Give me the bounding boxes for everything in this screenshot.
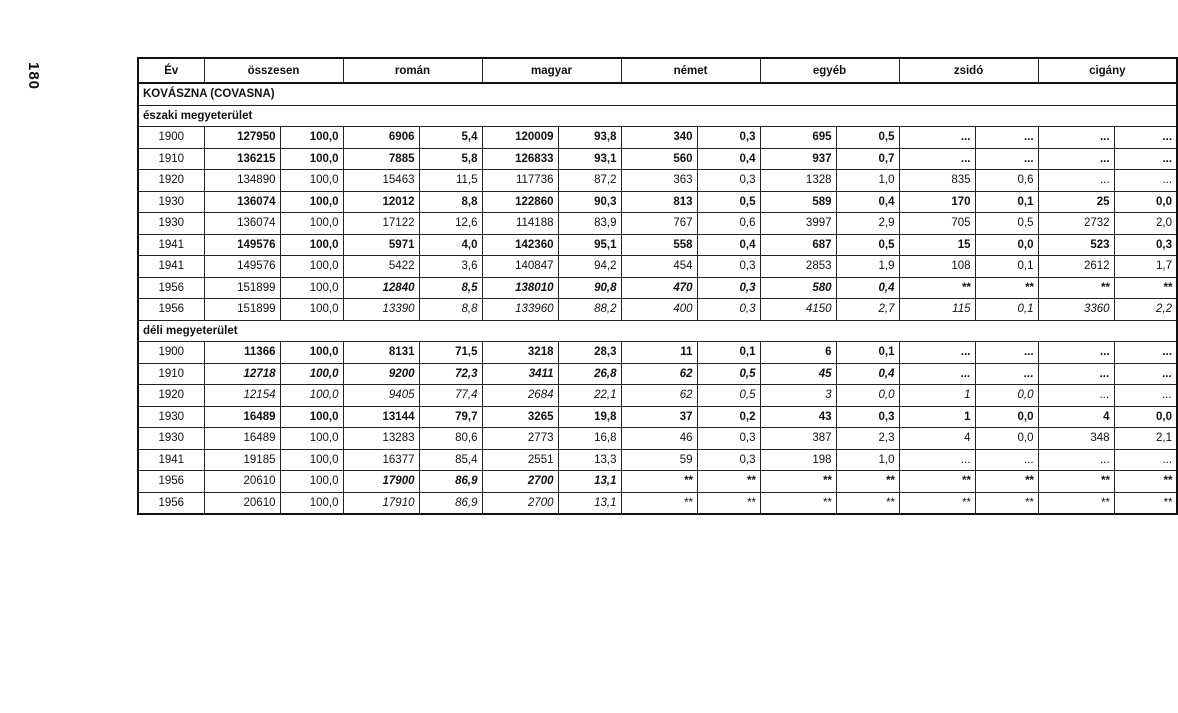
- count-cell: 4150: [760, 299, 836, 321]
- table-row: [138, 449, 1177, 471]
- year-cell: 1930: [138, 406, 204, 428]
- county-title: KOVÁSZNA (COVASNA): [138, 83, 1177, 105]
- count-cell: 580: [760, 277, 836, 299]
- count-cell: **: [1038, 492, 1114, 514]
- count-cell: 151899: [204, 277, 280, 299]
- percent-cell: 0,5: [836, 127, 899, 149]
- count-cell: 15: [899, 234, 975, 256]
- percent-cell: 16,8: [558, 428, 621, 450]
- count-cell: 2700: [482, 492, 558, 514]
- count-cell: 9200: [343, 363, 419, 385]
- count-cell: 142360: [482, 234, 558, 256]
- table-row: [138, 471, 1177, 493]
- count-cell: 2684: [482, 385, 558, 407]
- count-cell: 813: [621, 191, 697, 213]
- count-cell: ...: [1038, 449, 1114, 471]
- percent-cell: 2,3: [836, 428, 899, 450]
- count-cell: 122860: [482, 191, 558, 213]
- count-cell: 25: [1038, 191, 1114, 213]
- count-cell: 19185: [204, 449, 280, 471]
- table-row: [138, 234, 1177, 256]
- table-row: [138, 342, 1177, 364]
- count-cell: 1: [899, 385, 975, 407]
- count-cell: 12718: [204, 363, 280, 385]
- count-cell: 138010: [482, 277, 558, 299]
- percent-cell: 93,1: [558, 148, 621, 170]
- count-cell: 2853: [760, 256, 836, 278]
- percent-cell: 0,6: [697, 213, 760, 235]
- count-cell: ...: [899, 363, 975, 385]
- percent-cell: **: [697, 492, 760, 514]
- percent-cell: 71,5: [419, 342, 482, 364]
- count-cell: 133960: [482, 299, 558, 321]
- percent-cell: 26,8: [558, 363, 621, 385]
- percent-cell: **: [1114, 492, 1177, 514]
- table-row: [138, 256, 1177, 278]
- table-row: [138, 299, 1177, 321]
- percent-cell: 77,4: [419, 385, 482, 407]
- percent-cell: 0,3: [697, 256, 760, 278]
- header-total: összesen: [204, 58, 343, 83]
- count-cell: 12154: [204, 385, 280, 407]
- percent-cell: 86,9: [419, 471, 482, 493]
- percent-cell: 12,6: [419, 213, 482, 235]
- page-number: 180: [25, 62, 42, 91]
- count-cell: 136074: [204, 191, 280, 213]
- percent-cell: 0,1: [975, 191, 1038, 213]
- count-cell: 136074: [204, 213, 280, 235]
- percent-cell: 1,0: [836, 449, 899, 471]
- percent-cell: 87,2: [558, 170, 621, 192]
- percent-cell: 2,1: [1114, 428, 1177, 450]
- table-row: [138, 170, 1177, 192]
- percent-cell: 13,3: [558, 449, 621, 471]
- count-cell: 43: [760, 406, 836, 428]
- percent-cell: 1,9: [836, 256, 899, 278]
- percent-cell: 0,4: [836, 191, 899, 213]
- count-cell: 767: [621, 213, 697, 235]
- count-cell: ...: [899, 449, 975, 471]
- count-cell: 140847: [482, 256, 558, 278]
- count-cell: 126833: [482, 148, 558, 170]
- count-cell: 115: [899, 299, 975, 321]
- count-cell: 687: [760, 234, 836, 256]
- percent-cell: 0,1: [836, 342, 899, 364]
- header-roma: cigány: [1038, 58, 1177, 83]
- percent-cell: ...: [1114, 342, 1177, 364]
- count-cell: ...: [1038, 170, 1114, 192]
- table-row: [138, 363, 1177, 385]
- percent-cell: **: [975, 277, 1038, 299]
- percent-cell: 0,7: [836, 148, 899, 170]
- percent-cell: 100,0: [280, 170, 343, 192]
- percent-cell: 100,0: [280, 256, 343, 278]
- count-cell: 37: [621, 406, 697, 428]
- percent-cell: 8,8: [419, 299, 482, 321]
- year-cell: 1956: [138, 492, 204, 514]
- count-cell: **: [621, 492, 697, 514]
- count-cell: 8131: [343, 342, 419, 364]
- count-cell: ...: [1038, 385, 1114, 407]
- percent-cell: ...: [975, 127, 1038, 149]
- table-row: [138, 127, 1177, 149]
- count-cell: 2612: [1038, 256, 1114, 278]
- percent-cell: 1,0: [836, 170, 899, 192]
- count-cell: 2773: [482, 428, 558, 450]
- count-cell: 9405: [343, 385, 419, 407]
- count-cell: 2700: [482, 471, 558, 493]
- percent-cell: 8,8: [419, 191, 482, 213]
- count-cell: 937: [760, 148, 836, 170]
- percent-cell: **: [836, 471, 899, 493]
- count-cell: 5422: [343, 256, 419, 278]
- count-cell: 6: [760, 342, 836, 364]
- count-cell: 3997: [760, 213, 836, 235]
- table-row: [138, 213, 1177, 235]
- count-cell: 1: [899, 406, 975, 428]
- count-cell: 149576: [204, 256, 280, 278]
- count-cell: 2551: [482, 449, 558, 471]
- count-cell: 17910: [343, 492, 419, 514]
- count-cell: 117736: [482, 170, 558, 192]
- percent-cell: 90,3: [558, 191, 621, 213]
- percent-cell: 0,3: [697, 277, 760, 299]
- percent-cell: 0,3: [697, 449, 760, 471]
- count-cell: 108: [899, 256, 975, 278]
- count-cell: 523: [1038, 234, 1114, 256]
- percent-cell: 83,9: [558, 213, 621, 235]
- table-body: [138, 83, 1177, 514]
- count-cell: 12840: [343, 277, 419, 299]
- percent-cell: 100,0: [280, 234, 343, 256]
- table-row: [138, 385, 1177, 407]
- percent-cell: 13,1: [558, 471, 621, 493]
- percent-cell: 8,5: [419, 277, 482, 299]
- percent-cell: 94,2: [558, 256, 621, 278]
- percent-cell: 3,6: [419, 256, 482, 278]
- percent-cell: ...: [1114, 449, 1177, 471]
- percent-cell: 0,3: [697, 428, 760, 450]
- count-cell: 560: [621, 148, 697, 170]
- count-cell: 454: [621, 256, 697, 278]
- percent-cell: ...: [975, 148, 1038, 170]
- percent-cell: **: [1114, 277, 1177, 299]
- count-cell: 7885: [343, 148, 419, 170]
- count-cell: 45: [760, 363, 836, 385]
- percent-cell: 100,0: [280, 342, 343, 364]
- count-cell: 170: [899, 191, 975, 213]
- percent-cell: 100,0: [280, 492, 343, 514]
- percent-cell: 80,6: [419, 428, 482, 450]
- count-cell: 4: [1038, 406, 1114, 428]
- percent-cell: 100,0: [280, 191, 343, 213]
- count-cell: 120009: [482, 127, 558, 149]
- year-cell: 1956: [138, 299, 204, 321]
- table-row: [138, 277, 1177, 299]
- percent-cell: 5,8: [419, 148, 482, 170]
- percent-cell: 13,1: [558, 492, 621, 514]
- percent-cell: 5,4: [419, 127, 482, 149]
- count-cell: 4: [899, 428, 975, 450]
- count-cell: 12012: [343, 191, 419, 213]
- percent-cell: 4,0: [419, 234, 482, 256]
- percent-cell: 0,0: [1114, 191, 1177, 213]
- percent-cell: 0,0: [975, 385, 1038, 407]
- percent-cell: ...: [975, 449, 1038, 471]
- percent-cell: 28,3: [558, 342, 621, 364]
- percent-cell: 0,4: [697, 148, 760, 170]
- percent-cell: 0,3: [836, 406, 899, 428]
- count-cell: 59: [621, 449, 697, 471]
- percent-cell: 0,1: [975, 256, 1038, 278]
- count-cell: 17122: [343, 213, 419, 235]
- header-jewish: zsidó: [899, 58, 1038, 83]
- percent-cell: 100,0: [280, 127, 343, 149]
- year-cell: 1910: [138, 148, 204, 170]
- count-cell: **: [1038, 471, 1114, 493]
- percent-cell: 90,8: [558, 277, 621, 299]
- percent-cell: 0,3: [697, 299, 760, 321]
- year-cell: 1900: [138, 127, 204, 149]
- header-other: egyéb: [760, 58, 899, 83]
- count-cell: ...: [1038, 148, 1114, 170]
- percent-cell: 86,9: [419, 492, 482, 514]
- year-cell: 1930: [138, 428, 204, 450]
- count-cell: 134890: [204, 170, 280, 192]
- percent-cell: 100,0: [280, 406, 343, 428]
- count-cell: 400: [621, 299, 697, 321]
- count-cell: 3265: [482, 406, 558, 428]
- percent-cell: 100,0: [280, 385, 343, 407]
- count-cell: 3218: [482, 342, 558, 364]
- year-cell: 1910: [138, 363, 204, 385]
- count-cell: 46: [621, 428, 697, 450]
- percent-cell: 0,6: [975, 170, 1038, 192]
- percent-cell: 0,0: [836, 385, 899, 407]
- header-german: német: [621, 58, 760, 83]
- percent-cell: ...: [1114, 363, 1177, 385]
- count-cell: 363: [621, 170, 697, 192]
- percent-cell: 100,0: [280, 213, 343, 235]
- count-cell: 11: [621, 342, 697, 364]
- percent-cell: 0,0: [975, 406, 1038, 428]
- percent-cell: 0,5: [697, 191, 760, 213]
- count-cell: 558: [621, 234, 697, 256]
- count-cell: 387: [760, 428, 836, 450]
- count-cell: 15463: [343, 170, 419, 192]
- count-cell: **: [899, 492, 975, 514]
- census-table: [137, 57, 1178, 515]
- percent-cell: 11,5: [419, 170, 482, 192]
- percent-cell: ...: [1114, 148, 1177, 170]
- count-cell: 2732: [1038, 213, 1114, 235]
- percent-cell: ...: [975, 342, 1038, 364]
- percent-cell: **: [975, 471, 1038, 493]
- count-cell: 114188: [482, 213, 558, 235]
- percent-cell: 72,3: [419, 363, 482, 385]
- count-cell: 3: [760, 385, 836, 407]
- percent-cell: ...: [975, 363, 1038, 385]
- year-cell: 1956: [138, 277, 204, 299]
- count-cell: 1328: [760, 170, 836, 192]
- percent-cell: 0,4: [697, 234, 760, 256]
- count-cell: **: [899, 471, 975, 493]
- percent-cell: 0,1: [975, 299, 1038, 321]
- count-cell: ...: [1038, 127, 1114, 149]
- count-cell: **: [760, 492, 836, 514]
- table-row: [138, 148, 1177, 170]
- year-cell: 1956: [138, 471, 204, 493]
- count-cell: ...: [899, 127, 975, 149]
- section-title-row: [138, 105, 1177, 127]
- count-cell: 835: [899, 170, 975, 192]
- percent-cell: 0,0: [975, 428, 1038, 450]
- year-cell: 1941: [138, 256, 204, 278]
- count-cell: 11366: [204, 342, 280, 364]
- percent-cell: **: [836, 492, 899, 514]
- count-cell: 6906: [343, 127, 419, 149]
- count-cell: 13390: [343, 299, 419, 321]
- count-cell: 198: [760, 449, 836, 471]
- count-cell: 62: [621, 363, 697, 385]
- count-cell: 340: [621, 127, 697, 149]
- percent-cell: 0,0: [1114, 406, 1177, 428]
- percent-cell: 85,4: [419, 449, 482, 471]
- percent-cell: 95,1: [558, 234, 621, 256]
- count-cell: 695: [760, 127, 836, 149]
- percent-cell: 0,3: [697, 127, 760, 149]
- count-cell: 127950: [204, 127, 280, 149]
- count-cell: **: [760, 471, 836, 493]
- percent-cell: **: [697, 471, 760, 493]
- count-cell: **: [621, 471, 697, 493]
- percent-cell: 0,3: [1114, 234, 1177, 256]
- count-cell: **: [1038, 277, 1114, 299]
- year-cell: 1930: [138, 213, 204, 235]
- percent-cell: 100,0: [280, 363, 343, 385]
- percent-cell: 0,5: [975, 213, 1038, 235]
- percent-cell: 22,1: [558, 385, 621, 407]
- count-cell: 5971: [343, 234, 419, 256]
- percent-cell: 2,2: [1114, 299, 1177, 321]
- year-cell: 1941: [138, 234, 204, 256]
- percent-cell: **: [1114, 471, 1177, 493]
- count-cell: 20610: [204, 471, 280, 493]
- percent-cell: ...: [1114, 385, 1177, 407]
- county-title-row: [138, 83, 1177, 105]
- percent-cell: 0,4: [836, 277, 899, 299]
- percent-cell: 2,9: [836, 213, 899, 235]
- count-cell: 136215: [204, 148, 280, 170]
- count-cell: 151899: [204, 299, 280, 321]
- header-romanian: román: [343, 58, 482, 83]
- percent-cell: 19,8: [558, 406, 621, 428]
- percent-cell: 0,3: [697, 170, 760, 192]
- count-cell: 17900: [343, 471, 419, 493]
- year-cell: 1900: [138, 342, 204, 364]
- table-row: [138, 191, 1177, 213]
- percent-cell: 100,0: [280, 449, 343, 471]
- percent-cell: ...: [1114, 170, 1177, 192]
- count-cell: 62: [621, 385, 697, 407]
- percent-cell: 79,7: [419, 406, 482, 428]
- percent-cell: 0,5: [697, 385, 760, 407]
- count-cell: 149576: [204, 234, 280, 256]
- count-cell: 20610: [204, 492, 280, 514]
- table-row: [138, 492, 1177, 514]
- count-cell: 16377: [343, 449, 419, 471]
- year-cell: 1920: [138, 385, 204, 407]
- section-title-row: [138, 320, 1177, 342]
- count-cell: ...: [1038, 363, 1114, 385]
- section-title: déli megyeterület: [138, 320, 1177, 342]
- count-cell: 13144: [343, 406, 419, 428]
- count-cell: ...: [899, 342, 975, 364]
- count-cell: 13283: [343, 428, 419, 450]
- percent-cell: 100,0: [280, 471, 343, 493]
- count-cell: 348: [1038, 428, 1114, 450]
- percent-cell: 2,0: [1114, 213, 1177, 235]
- percent-cell: 2,7: [836, 299, 899, 321]
- count-cell: 16489: [204, 428, 280, 450]
- percent-cell: 1,7: [1114, 256, 1177, 278]
- percent-cell: 0,1: [697, 342, 760, 364]
- count-cell: 3360: [1038, 299, 1114, 321]
- count-cell: **: [899, 277, 975, 299]
- percent-cell: ...: [1114, 127, 1177, 149]
- percent-cell: 0,0: [975, 234, 1038, 256]
- count-cell: 16489: [204, 406, 280, 428]
- header-row: [138, 58, 1177, 83]
- percent-cell: 88,2: [558, 299, 621, 321]
- count-cell: 3411: [482, 363, 558, 385]
- percent-cell: 100,0: [280, 299, 343, 321]
- percent-cell: 0,5: [836, 234, 899, 256]
- percent-cell: 93,8: [558, 127, 621, 149]
- table-row: [138, 428, 1177, 450]
- count-cell: 470: [621, 277, 697, 299]
- count-cell: 589: [760, 191, 836, 213]
- percent-cell: 0,2: [697, 406, 760, 428]
- percent-cell: 100,0: [280, 428, 343, 450]
- count-cell: ...: [1038, 342, 1114, 364]
- percent-cell: 100,0: [280, 277, 343, 299]
- table-row: [138, 406, 1177, 428]
- header-year: Év: [138, 58, 204, 83]
- percent-cell: 0,4: [836, 363, 899, 385]
- header-hungarian: magyar: [482, 58, 621, 83]
- percent-cell: 0,5: [697, 363, 760, 385]
- percent-cell: 100,0: [280, 148, 343, 170]
- percent-cell: **: [975, 492, 1038, 514]
- year-cell: 1941: [138, 449, 204, 471]
- year-cell: 1920: [138, 170, 204, 192]
- count-cell: ...: [899, 148, 975, 170]
- count-cell: 705: [899, 213, 975, 235]
- section-title: északi megyeterület: [138, 105, 1177, 127]
- year-cell: 1930: [138, 191, 204, 213]
